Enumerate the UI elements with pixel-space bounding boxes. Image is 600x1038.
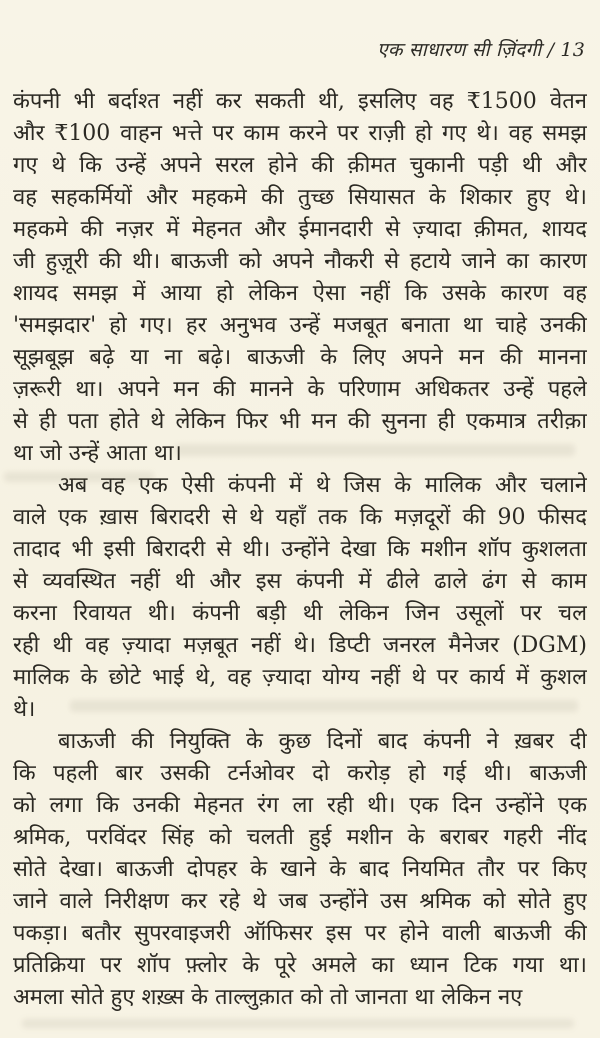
text-line: मालिक के छोटे भाई थे, वह ज़्यादा योग्य नहीं थे पर कार्य में कुशल	[13, 665, 587, 690]
body-text	[13, 86, 587, 1014]
text-line: वह सहकर्मियों और महकमे की तुच्छ सियासत के शिकार हुए थे।	[13, 185, 587, 210]
text-line: रही थी वह ज़्यादा मज़बूत नहीं थे। डिप्टी जनरल मैनेजर (DGM)	[13, 633, 587, 658]
text-line: सोते देखा। बाऊजी दोपहर के खाने के बाद नियमित तौर पर किए	[13, 857, 587, 882]
text-line: तादाद भी इसी बिरादरी से थी। उन्होंने देखा कि मशीन शॉप कुशलता	[13, 537, 587, 562]
text-line: 'समझदार' हो गए। हर अनुभव उन्हें मजबूत बनाता था चाहे उनकी	[13, 313, 587, 338]
text-line: कंपनी भी बर्दाश्त नहीं कर सकती थी, इसलिए वह ₹1500 वेतन	[13, 89, 587, 114]
text-line: और ₹100 वाहन भत्ते पर काम करने पर राज़ी हो गए थे। वह समझ	[13, 121, 587, 146]
text-line: अमला सोते हुए शख़्स के ताल्लुक़ात को तो जानता था लेकिन नए	[13, 985, 523, 1010]
paragraph	[13, 86, 587, 470]
ink-bleed-artifact	[22, 1019, 574, 1028]
paragraph	[13, 470, 587, 726]
text-line: वाले एक ख़ास बिरादरी से थे यहाँ तक कि मज़दूरों की 90 फीसद	[13, 505, 587, 530]
text-line: महकमे की नज़र में मेहनत और ईमानदारी से ज़्यादा क़ीमत, शायद	[13, 217, 587, 242]
text-line: से व्यवस्थित नहीं थी और इस कंपनी में ढीले ढाले ढंग से काम	[13, 569, 587, 594]
text-line: शायद समझ में आया हो लेकिन ऐसा नहीं कि उसके कारण वह	[13, 281, 587, 306]
text-line: को लगा कि उनकी मेहनत रंग ला रही थी। एक दिन उन्होंने एक	[13, 793, 587, 818]
text-line: प्रतिक्रिया पर शॉप फ़्लोर के पूरे अमले का ध्यान टिक गया था।	[13, 953, 587, 978]
text-line: सूझबूझ बढ़े या ना बढ़े। बाऊजी के लिए अपने मन की मानना	[13, 345, 587, 370]
text-line: करना रिवायत थी। कंपनी बड़ी थी लेकिन जिन उसूलों पर चल	[13, 601, 587, 626]
text-line: जाने वाले निरीक्षण कर रहे थे जब उन्होंने उस श्रमिक को सोते हुए	[13, 889, 587, 914]
text-line: जी हुज़ूरी की थी। बाऊजी को अपने नौकरी से हटाये जाने का कारण	[13, 249, 587, 274]
text-line: पकड़ा। बतौर सुपरवाइजरी ऑफिसर इस पर होने वाली बाऊजी की	[13, 921, 587, 946]
text-line: था जो उन्हें आता था।	[13, 441, 182, 466]
text-line: गए थे कि उन्हें अपने सरल होने की क़ीमत चुकानी पड़ी थी और	[13, 153, 587, 178]
text-line: थे।	[13, 697, 36, 722]
text-line: कि पहली बार उसकी टर्नओवर दो करोड़ हो गई थी। बाऊजी	[13, 761, 587, 786]
text-line: बाऊजी की नियुक्ति के कुछ दिनों बाद कंपनी ने ख़बर दी	[58, 729, 587, 754]
text-line: ज़रूरी था। अपने मन की मानने के परिणाम अधिकतर उन्हें पहले	[13, 377, 587, 402]
text-line: से ही पता होते थे लेकिन फिर भी मन की सुनना ही एकमात्र तरीक़ा	[13, 409, 587, 434]
text-line: अब वह एक ऐसी कंपनी में थे जिस के मालिक और चलाने	[58, 473, 587, 498]
running-head: एक साधारण सी ज़िंदगी / 13	[377, 39, 585, 61]
text-line: श्रमिक, परविंदर सिंह को चलती हुई मशीन के बराबर गहरी नींद	[13, 825, 587, 850]
paragraph	[13, 726, 587, 1014]
